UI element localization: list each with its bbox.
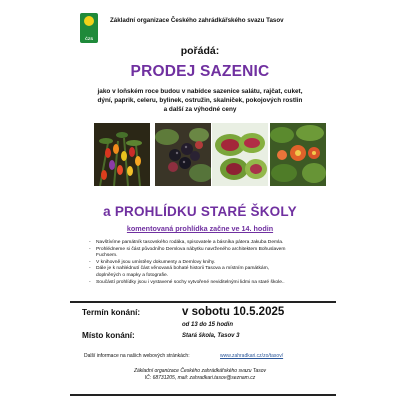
info-label: Další informace na našich webových stránkách: bbox=[84, 353, 190, 359]
place-label: Místo konání: bbox=[82, 331, 135, 340]
tour-details-list bbox=[88, 240, 336, 286]
intro-line: a další za výhodné ceny bbox=[163, 106, 237, 114]
blackberry-photo bbox=[155, 123, 211, 186]
organization-logo bbox=[80, 13, 98, 43]
intro-word: pořádá: bbox=[180, 45, 220, 57]
coleus-leaves-photo bbox=[212, 123, 268, 186]
list-item-continuation: Fuchsem. bbox=[96, 253, 118, 259]
sale-title: PRODEJ SAZENIC bbox=[130, 63, 270, 80]
intro-line: dýní, paprik, celeru, bylinek, ostružin, skalniček, pokojových rostlin bbox=[97, 97, 303, 105]
intro-text bbox=[80, 87, 320, 115]
organization-name: Základní organizace Českého zahrádkářského svazu Tasov bbox=[110, 17, 284, 24]
divider bbox=[70, 301, 336, 303]
logo-text: ČZS bbox=[85, 36, 93, 41]
list-item: - Navštívíme památník tasovského rodáka, spisovatele a básníka pátera Jakuba Demla. bbox=[96, 240, 336, 247]
sun-icon bbox=[84, 16, 94, 26]
pepper-plant-photo bbox=[94, 123, 150, 186]
footer-contact: IČ: 68731205, mail: zahradkari.tasov@seznam.cz bbox=[144, 375, 256, 381]
list-item: - Součástí prohlídky jsou i vystavené sochy vytvořené neviditelnými lidmi na staré škole.. bbox=[96, 280, 336, 287]
list-item: - Prohlédneme si část původního Demlova nábytku navrženého architektem Bohuslavem bbox=[96, 247, 336, 254]
event-date: v sobotu 10.5.2025 bbox=[182, 306, 285, 318]
flowering-plant-photo bbox=[270, 123, 326, 186]
divider bbox=[70, 394, 336, 396]
list-item: - Dále je k nahlédnutí část věnovaná bohaté historii Tasova a místním památkám, bbox=[96, 266, 336, 273]
date-label: Termín konání: bbox=[82, 308, 141, 317]
list-item-continuation: doplněných o mapky a fotografie. bbox=[96, 272, 169, 278]
event-place: Stará škola, Tasov 3 bbox=[182, 333, 240, 339]
event-hours: od 13 do 15 hodin bbox=[182, 322, 234, 328]
tour-title: a PROHLÍDKU STARÉ ŠKOLY bbox=[103, 204, 297, 219]
tour-subtitle: komentovaná prohlídka začne ve 14. hodin bbox=[126, 224, 274, 233]
website-link[interactable]: www.zahradkari.cz/zo/tasov/ bbox=[220, 353, 284, 359]
footer-organization: Základní organizace Českého zahrádkářského svazu Tasov bbox=[133, 368, 267, 374]
intro-line: jako v loňském roce budou v nabídce sazenice salátu, rajčat, cuket, bbox=[97, 88, 303, 95]
list-item: - V knihovně jsou umístěny dokumenty a Demlovy knihy. bbox=[96, 260, 336, 267]
